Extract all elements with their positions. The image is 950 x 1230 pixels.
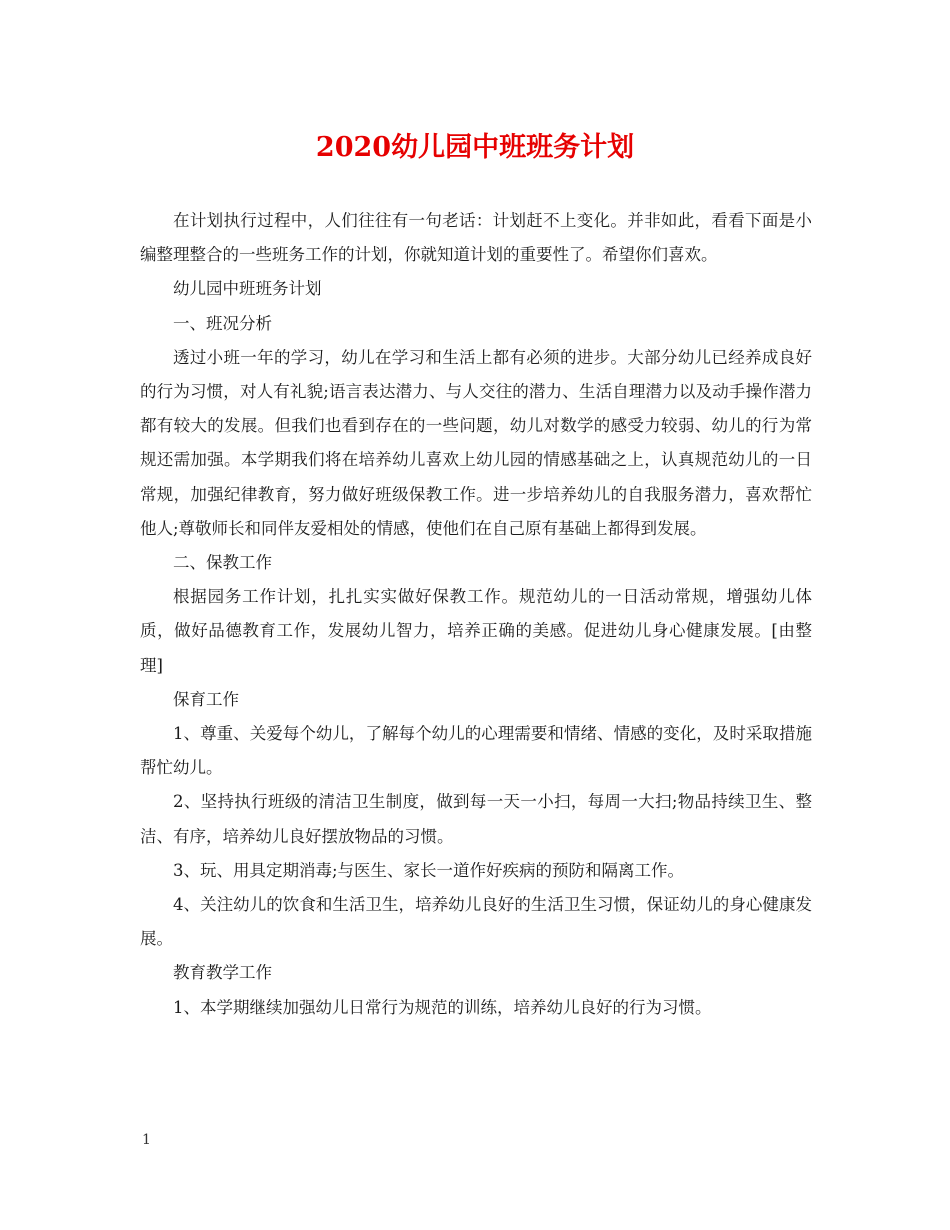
paragraph-intro: 在计划执行过程中，人们往往有一句老话：计划赶不上变化。并非如此，看看下面是小编整理整合的一些班务工作的计划，你就知道计划的重要性了。希望你们喜欢。: [140, 211, 812, 265]
subheading-care-work: 保育工作: [173, 689, 239, 709]
section-heading-care-education: 二、保教工作: [173, 553, 272, 573]
list-item-care-4: 4、关注幼儿的饮食和生活卫生，培养幼儿良好的生活卫生习惯，保证幼儿的身心健康发展。: [140, 895, 812, 949]
paragraph-care-education: 根据园务工作计划，扎扎实实做好保教工作。规范幼儿的一日活动常规，增强幼儿体质，做好品德教育工作，发展幼儿智力，培养正确的美感。促进幼儿身心健康发展。[由整理]: [140, 587, 812, 675]
list-item-teaching-1: 1、本学期继续加强幼儿日常行为规范的训练，培养幼儿良好的行为习惯。: [173, 997, 712, 1017]
document-title: 2020幼儿园中班班务计划: [315, 132, 635, 163]
paragraph-subtitle: 幼儿园中班班务计划: [173, 279, 322, 299]
section-heading-class-analysis: 一、班况分析: [173, 313, 272, 333]
paragraph-class-analysis: 透过小班一年的学习，幼儿在学习和生活上都有必须的进步。大部分幼儿已经养成良好的行为习惯，对人有礼貌;语言表达潜力、与人交往的潜力、生活自理潜力以及动手操作潜力都有较大的发展。但我们也看到存在的一些问题，幼儿对数学的感受力较弱、幼儿的行为常规还需加强。本学期我们将在培养幼儿喜欢上幼儿园的情感基础之上，认真规范幼儿的一日常规，加强纪律教育，努力做好班级保教工作。进一步培养幼儿的自我服务潜力，喜欢帮忙他人;尊敬师长和同伴友爱相处的情感，使他们在自己原有基础上都得到发展。: [140, 347, 812, 538]
document-body: [140, 204, 812, 1025]
list-item-care-1: 1、尊重、关爱每个幼儿，了解每个幼儿的心理需要和情绪、情感的变化，及时采取措施帮忙幼儿。: [140, 724, 812, 778]
subheading-teaching-work: 教育教学工作: [173, 963, 272, 983]
page-number: 1: [142, 1132, 151, 1148]
list-item-care-3: 3、玩、用具定期消毒;与医生、家长一道作好疾病的预防和隔离工作。: [173, 860, 685, 880]
list-item-care-2: 2、坚持执行班级的清洁卫生制度，做到每一天一小扫，每周一大扫;物品持续卫生、整洁、有序，培养幼儿良好摆放物品的习惯。: [140, 792, 812, 846]
